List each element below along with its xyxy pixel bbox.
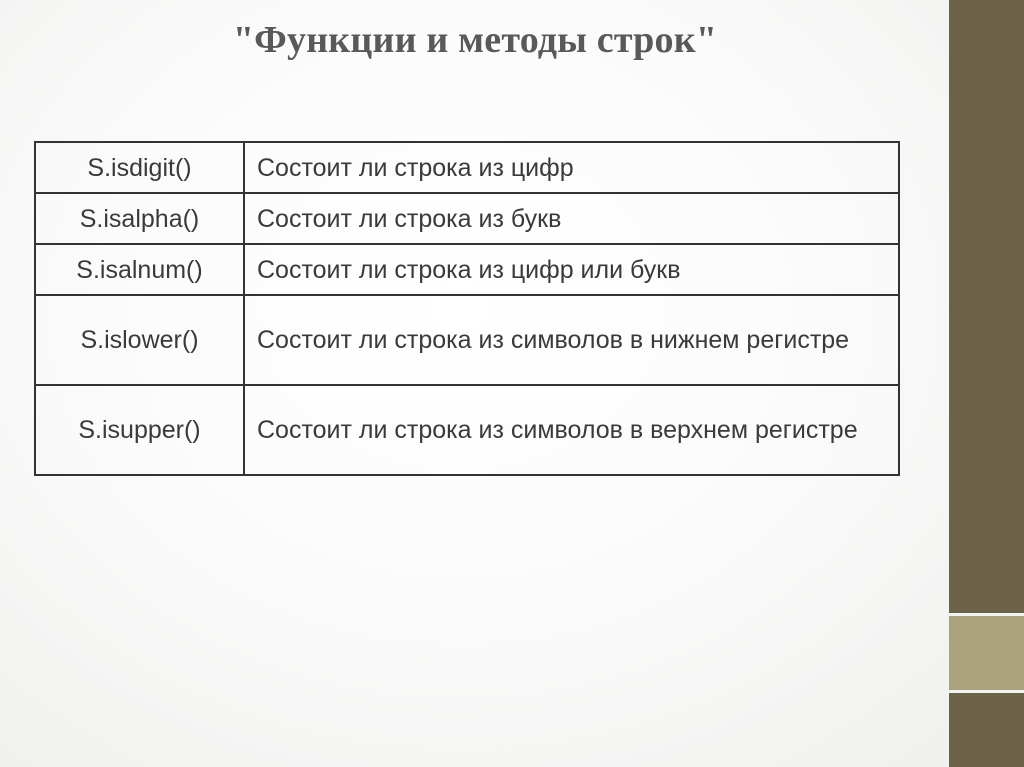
method-name-cell: S.isalnum() xyxy=(35,244,244,295)
method-description-cell: Состоит ли строка из цифр xyxy=(244,142,899,193)
method-description-cell: Состоит ли строка из символов в нижнем регистре xyxy=(244,295,899,385)
method-name-cell: S.isdigit() xyxy=(35,142,244,193)
table-row xyxy=(35,244,899,295)
side-bar-divider xyxy=(949,690,1024,693)
slide-title: "Функции и методы строк" xyxy=(232,19,718,61)
method-description-cell: Состоит ли строка из символов в верхнем регистре xyxy=(244,385,899,475)
methods-table xyxy=(34,141,900,476)
side-bar-accent-block xyxy=(949,616,1024,690)
method-name-cell: S.islower() xyxy=(35,295,244,385)
method-name-cell: S.isupper() xyxy=(35,385,244,475)
table-row xyxy=(35,142,899,193)
table-row xyxy=(35,385,899,475)
table-row xyxy=(35,193,899,244)
table-row xyxy=(35,295,899,385)
method-name-cell: S.isalpha() xyxy=(35,193,244,244)
method-description-cell: Состоит ли строка из цифр или букв xyxy=(244,244,899,295)
decorative-side-bar xyxy=(949,0,1024,767)
method-description-cell: Состоит ли строка из букв xyxy=(244,193,899,244)
